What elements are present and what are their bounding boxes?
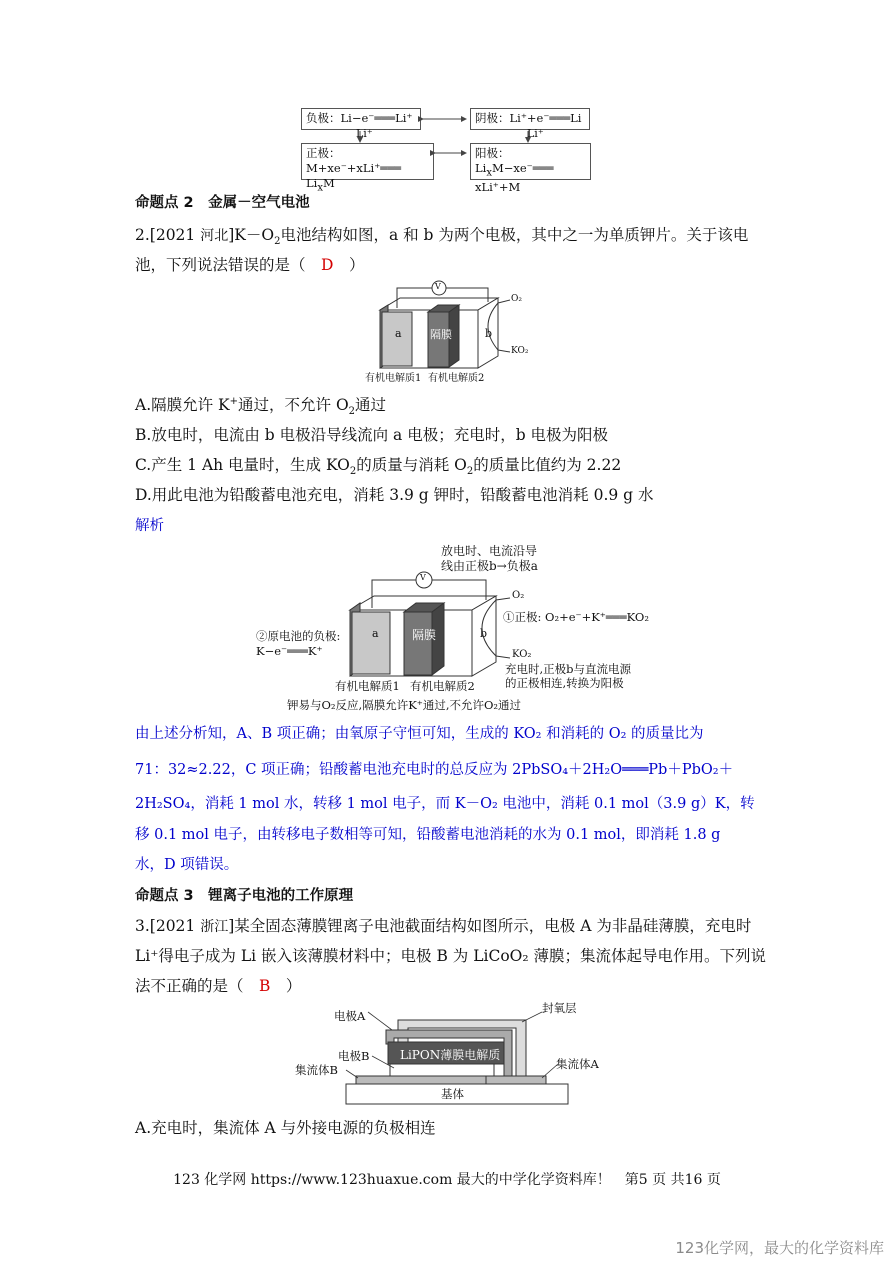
box-anode-sub: x [486, 167, 492, 179]
arrow-label-right: Li⁺ [527, 127, 544, 140]
box-anode-li: 阳极：Li [475, 146, 510, 175]
q2-ko2: ]K－O [228, 226, 275, 244]
option-d: D.用此电池为铅酸蓄电池充电，消耗 3.9 g 钾时，铅酸蓄电池消耗 0.9 g 水 [135, 486, 654, 504]
arrow-label-left: Li⁺ [356, 127, 373, 140]
option-c-post: 的质量比值约为 2.22 [473, 456, 622, 474]
expl-positive-equation: ①正极: O₂+e⁻+K⁺═══KO₂ [503, 610, 649, 624]
q2-stem: 池，下列说法错误的是（ [135, 256, 322, 274]
q2-close: ） [333, 256, 365, 274]
q2-sub: 2 [274, 236, 281, 248]
q3-number: 3.[2021 [135, 917, 201, 935]
expl-label-ko2: KO₂ [512, 649, 532, 660]
q2-number: 2.[2021 [135, 226, 201, 244]
q3-answer: B [259, 977, 271, 995]
top-figure-arrows [300, 105, 600, 185]
box-anode-line2: xLi⁺+M [475, 180, 521, 195]
expl-label-membrane: 隔膜 [412, 628, 437, 642]
option-a-post: 通过 [355, 396, 387, 414]
q2-text: 电池结构如图，a 和 b 为两个电极，其中之一为单质钾片。关于该电 [280, 226, 749, 244]
expl-note-top2: 线由正极b→负极a [441, 559, 538, 573]
section-2-heading: 命题点 2 金属－空气电池 [135, 195, 310, 211]
explanation-line5: 水，D 项错误。 [135, 857, 239, 873]
box-positive-line1: 正极：M+xe⁻+xLi⁺═══ [306, 146, 402, 175]
expl-label-v: V [420, 573, 426, 582]
explanation-line1: 由上述分析知，A、B 项正确；由氧原子守恒可知，生成的 KO₂ 和消耗的 O₂ 的质量比为 [135, 726, 704, 742]
watermark: 123化学网，最大的化学资料库 [675, 1239, 884, 1257]
q2-label-b: b [485, 327, 493, 340]
explanation-battery-figure [340, 570, 520, 680]
option-c-pre: C.产生 1 Ah 电量时，生成 KO [135, 456, 350, 474]
option-c-sub1: 2 [349, 466, 357, 478]
box-negative-text: 负极：Li−e⁻═══Li⁺ [306, 111, 413, 125]
explanation-line3: 2H₂SO₄，消耗 1 mol 水，转移 1 mol 电子，而 K－O₂ 电池中，消耗 0.1 mol（3.9 g）K，转 [135, 796, 755, 812]
q2-label-o2: O₂ [511, 294, 522, 304]
box-cathode-text: 阴极：Li⁺+e⁻═══Li [475, 111, 582, 125]
q3-source: 浙江 [200, 919, 229, 935]
q2-source: 河北 [200, 228, 229, 244]
box-anode-rest: M−xe⁻═══ [491, 161, 554, 175]
expl-membrane [404, 612, 432, 675]
box-positive-li: Li [306, 176, 318, 190]
q3-option-a: A.充电时，集流体 A 与外接电源的负极相连 [135, 1119, 436, 1137]
option-a-sub: 2 [348, 406, 356, 418]
expl-label-electrolyte2: 有机电解质2 [410, 679, 475, 693]
q3-stem: 法不正确的是（ [135, 977, 260, 995]
q3-label-base: 基体 [441, 1087, 464, 1101]
box-positive-sub: x [317, 182, 323, 194]
q3-label-lipon: LiPON薄膜电解质 [400, 1048, 501, 1062]
q2-answer: D [321, 256, 334, 274]
page-footer: 123 化学网 https://www.123huaxue.com 最大的中学化学资料库！ 第5 页 共16 页 [173, 1172, 721, 1188]
q3-label-collector-a: 集流体A [556, 1057, 599, 1071]
q2-line1 [135, 223, 748, 247]
q2-line2 [135, 253, 364, 275]
q3-label-collector-b: 集流体B [295, 1063, 338, 1077]
q2-label-membrane: 隔膜 [430, 328, 452, 341]
jiexi-label: 解析 [135, 518, 164, 534]
expl-label-b: b [480, 627, 488, 640]
option-c-mid: 的质量与消耗 O [356, 456, 467, 474]
q3-text1: ]某全固态薄膜锂离子电池截面结构如图所示，电极 A 为非晶硅薄膜，充电时 [228, 917, 752, 935]
option-a-sup: + [229, 395, 239, 407]
option-a [135, 393, 386, 417]
box-positive-m: M [322, 176, 335, 190]
expl-electrode-a [352, 612, 390, 674]
expl-charge-note1: 充电时,正极b与直流电源 [505, 662, 632, 676]
q3-close: ） [270, 977, 302, 995]
q3-line3 [135, 974, 301, 996]
option-a-pre: A.隔膜允许 K [135, 396, 230, 414]
q2-label-ko2: KO₂ [511, 346, 529, 356]
q3-line1 [135, 914, 751, 936]
option-a-mid: 通过，不允许 O [238, 396, 349, 414]
expl-label-electrolyte1: 有机电解质1 [335, 679, 400, 693]
q2-label-electrolyte2: 有机电解质2 [428, 373, 485, 384]
q2-label-v: V [435, 282, 441, 291]
q3-label-electrode-a: 电极A [334, 1009, 366, 1023]
q3-label-seal: 封氧层 [542, 1001, 577, 1015]
explanation-line4: 移 0.1 mol 电子，由转移电子数相等可知，铅酸蓄电池消耗的水为 0.1 mol，即消耗 1.8 g [135, 827, 721, 843]
q3-line2: Li⁺得电子成为 Li 嵌入该薄膜材料中；电极 B 为 LiCoO₂ 薄膜；集流体起导电作用。下列说 [135, 947, 766, 965]
q3-label-electrode-b: 电极B [338, 1049, 370, 1063]
expl-label-a: a [372, 627, 379, 640]
expl-negative-equation: K−e⁻═══K⁺ [256, 644, 323, 658]
q3-electrode-b [390, 1064, 494, 1076]
expl-bottom-note: 钾易与O₂反应,隔膜允许K⁺通过,不允许O₂通过 [287, 698, 522, 712]
q2-label-electrolyte1: 有机电解质1 [365, 373, 422, 384]
expl-negative-label: ②原电池的负极: [256, 629, 341, 643]
section-3-heading: 命题点 3 锂离子电池的工作原理 [135, 888, 354, 904]
expl-charge-note2: 的正极相连,转换为阳极 [505, 676, 624, 690]
explanation-line2: 71：32≈2.22，C 项正确；铅酸蓄电池充电时的总反应为 2PbSO₄＋2H₂O═══Pb＋PbO₂＋ [135, 762, 734, 778]
expl-label-o2: O₂ [512, 590, 525, 601]
option-c [135, 453, 621, 477]
expl-note-top1: 放电时、电流沿导 [441, 544, 538, 558]
q2-label-a: a [395, 327, 402, 340]
option-b: B.放电时，电流由 b 电极沿导线流向 a 电极；充电时，b 电极为阳极 [135, 426, 609, 444]
option-c-sub2: 2 [466, 466, 474, 478]
q3-collector-a [486, 1076, 546, 1084]
